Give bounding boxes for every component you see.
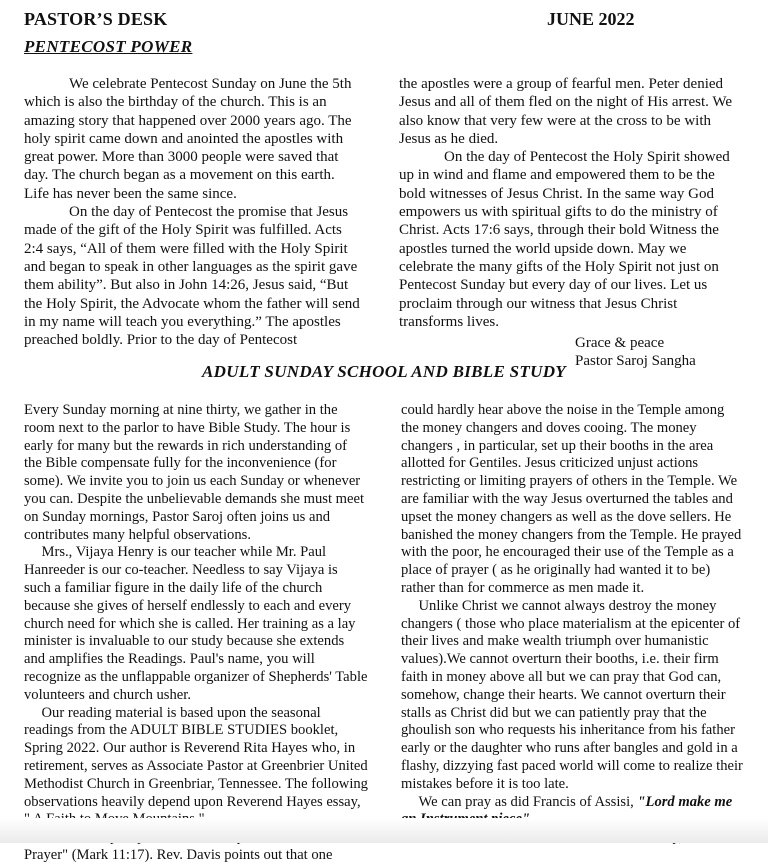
paragraph: Unlike Christ we cannot always destroy the money changers ( those who place materialism at the epicenter of their lives and make wealth triumph over humanistic values).We cannot overturn their booths, i.e. their firm faith in money above all but we can pray that God can, somehow, change their hearts. We cannot overturn their stalls as Christ did but we can patiently pray that the ghoulish son who requests his inheritance from his father early or the daughter who runs after bangles and gold in a flashy, dizzying fast paced world will come to realize their mistakes before it is too late. [401, 597, 743, 792]
pentecost-column-left [24, 75, 360, 349]
paragraph: Mrs., Vijaya Henry is our teacher while Mr. Paul Hanreeder is our co-teacher. Needless to say Vijaya is such a familiar figure in the daily life of the church because she gives of herself endlessly to each and every church need for which she is called. Her training as a lay minister is invaluable to our study because she extends and amplifies the Readings. Paul's name, you will recognize as the unflappable organizer of Shepherds' Table volunteers and church usher. [24, 544, 368, 703]
article-title-pentecost: PENTECOST POWER [24, 37, 193, 56]
paragraph: Prayer" (Mark 11:17). Rev. Davis points out that one [24, 846, 333, 863]
prayer-quote: "Lord make me [637, 793, 733, 810]
prayer-lead-text: We can pray as did Francis of Assisi, [418, 793, 638, 810]
column-heading: PASTOR’S DESK [24, 9, 168, 29]
issue-date: JUNE 2022 [547, 9, 635, 29]
pastor-signature: Pastor Saroj Sangha [575, 353, 696, 370]
page-bottom-edge [0, 818, 768, 843]
article-title-bible-study: ADULT SUNDAY SCHOOL AND BIBLE STUDY [202, 362, 566, 381]
paragraph: We celebrate Pentecost Sunday on June the 5th which is also the birthday of the church. This is an amazing story that happened over 2000 years ago. The holy spirit came down and anointed the apostles with great power. More than 3000 people were saved that day. The church began as a movement on this earth. Life has never been the same since. [24, 76, 352, 202]
paragraph: could hardly hear above the noise in the Temple among the money changers and doves cooing. The money changers , in particular, set up their booths in the area allotted for Gentiles. Jesus criticized unjust actions restricting or limiting prayers of others in the Temple. We are familiar with the way Jesus overturned the tables and upset the money changers as well as the dove sellers. He banished the money changers from the Temple. He prayed with the poor, he encouraged their use of the Temple as a place of prayer ( as he originally had wanted it to be) rather than for commerce as men made it. [401, 402, 742, 596]
paragraph: On the day of Pentecost the Holy Spirit showed up in wind and flame and empowered them to be the bold witnesses of Jesus Christ. In the same way God empowers us with spiritual gifts to do the ministry of Christ. Acts 17:6 says, through their bold Witness the apostles turned the world upside down. May we celebrate the many gifts of the Holy Spirit not just on Pentecost Sunday but every day of our lives. Let us proclaim through our witness that Jesus Christ transforms lives. [399, 149, 730, 330]
paragraph: On the day of Pentecost the promise that Jesus made of the gift of the Holy Spirit was fulfilled. Acts 2:4 says, “All of them were filled with the Holy Spirit and began to speak in other languages as the spirit gave them ability”. But also in John 14:26, Jesus said, “But the Holy Spirit, the Advocate whom the father will send in my name will teach you everything.” The apostles preached boldly. Prior to the day of Pentecost [24, 204, 360, 349]
pentecost-column-right [399, 75, 737, 371]
bible-study-column-right [401, 402, 743, 847]
bible-study-column-left [24, 402, 368, 865]
paragraph: the apostles were a group of fearful men. Peter denied Jesus and all of them fled on the night of His arrest. We also know that very few were at the cross to be with Jesus as he died. [399, 76, 733, 147]
closing-line: Grace & peace [575, 335, 665, 352]
paragraph: Every Sunday morning at nine thirty, we gather in the room next to the parlor to have Bible Study. The hour is early for many but the rewards in rich understanding of the Bible compensate fully for the inconvenience (for some). We invite you to join us each Sunday or whenever you can. Despite the unbelievable demands she must meet on Sunday mornings, Pastor Saroj often joins us and contributes many helpful observations. [24, 402, 365, 543]
paragraph: Our reading material is based upon the seasonal readings from the ADULT BIBLE STUDIES booklet, Spring 2022. Our author is Reverend Rita Hayes who, in retirement, serves as Associate Pastor at Greenbrier United Methodist Church in Greenbriar, Tennessee. The following observations heavily depend upon Reverend Hayes essay, [24, 704, 368, 810]
